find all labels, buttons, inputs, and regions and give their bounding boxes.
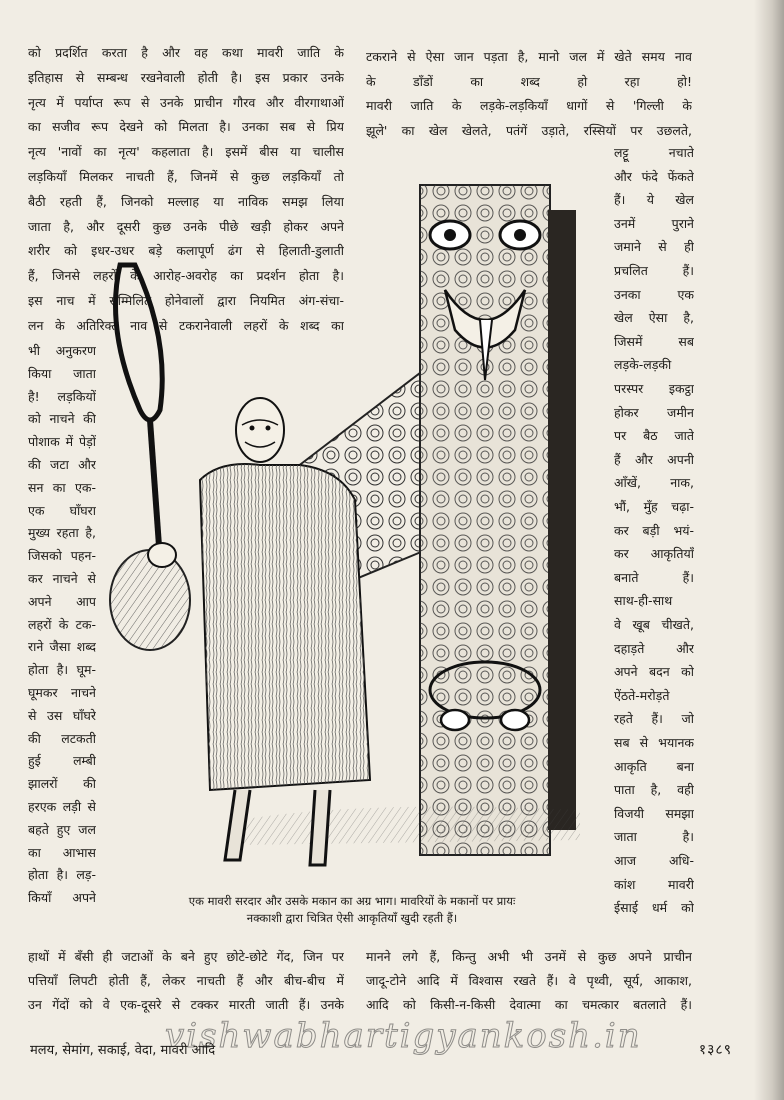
- text-line: परस्पर इकट्ठा: [614, 381, 694, 396]
- text-line: हुई लम्बी: [28, 753, 96, 769]
- caption-line: नक्काशी द्वारा चित्रित ऐसी आकृतियाँ खुदी रहती हैं।: [246, 911, 458, 925]
- basket: [110, 550, 190, 650]
- text-line: पोशाक में पेड़ों: [28, 434, 96, 450]
- book-binding-shadow: [754, 0, 784, 1100]
- text-line: दहाड़ते और: [614, 640, 694, 656]
- text-line: को नाचने की: [28, 411, 96, 427]
- maori-chief-illustration: [100, 180, 590, 890]
- text-line: एक घाँघरा: [28, 502, 96, 518]
- text-line: हाथों में बँसी ही जटाओं के बने हुए छोटे-छोटे गेंद, जिन पर: [28, 949, 344, 964]
- text-line: कर बड़ी भयं-: [614, 522, 694, 538]
- text-line: आज अधि-: [614, 853, 694, 868]
- text-line: कियाँ अपने: [28, 890, 96, 906]
- text-line: उनमें पुराने: [614, 215, 694, 231]
- text-line: से उस घाँघरे: [28, 707, 96, 723]
- text-line: बैठी रहती हैं, जिनको मल्लाह या नाविक समझ लिया: [28, 193, 344, 209]
- text-line: वे खूब चीखते,: [614, 617, 694, 632]
- text-line: नृत्य में पर्याप्त रूप से उनके प्राचीन गौरव और वीरगाथाओं: [28, 94, 344, 110]
- text-line: इस नाच में सम्मिलित होनेवालों द्वारा नियमित अंग-संचा-: [28, 293, 344, 308]
- text-line: किया जाता: [28, 365, 96, 381]
- page-number: १३८९: [698, 1042, 732, 1058]
- text-line: लन के अतिरिक्त नाव से टकरानेवाली लहरों के शब्द का: [28, 317, 344, 333]
- text-line: का सजीव रूप देखने को मिलता है। उनका सब से प्रिय: [28, 119, 344, 135]
- text-line: मावरी जाति के लड़के-लड़कियाँ धागों से 'गिल्ली के: [366, 98, 692, 113]
- text-line: झालरों की: [28, 776, 96, 792]
- text-line: पाता है, वही: [614, 782, 694, 798]
- text-line: प्रचलित हैं।: [614, 263, 694, 278]
- text-line: भी अनुकरण: [28, 343, 96, 358]
- text-line: बनाते हैं।: [614, 569, 694, 585]
- text-line: लट्टू नचाते: [614, 145, 694, 160]
- text-line: की लटकती: [28, 730, 96, 746]
- text-line: साथ-ही-साथ: [614, 593, 673, 609]
- text-line: कर नाचने से: [28, 571, 96, 586]
- watermark-text: vishwabhartigyankosh.in: [165, 1016, 642, 1056]
- text-line: होता है। घूम-: [28, 662, 96, 678]
- text-line: इतिहास से सम्बन्ध रखनेवाली होती है। इस प्रकार उनके: [28, 69, 344, 85]
- caption-line: एक मावरी सरदार और उसके मकान का अग्र भाग। मावरियों के मकानों पर प्रायः: [188, 894, 516, 908]
- text-line: हैं और अपनी: [614, 451, 694, 467]
- text-line: सन का एक-: [28, 479, 96, 495]
- figure-caption: [112, 893, 592, 927]
- text-line: जिसको पहन-: [28, 548, 96, 564]
- text-line: जादू-टोने आदि में विश्वास रखते हैं। वे पृथ्वी, सूर्य, आकाश,: [366, 973, 692, 988]
- text-line: हैं। ये खेल: [614, 192, 694, 208]
- footer-running-title: मलय, सेमांग, सकाई, वेदा, मावरी आदि: [30, 1043, 216, 1058]
- text-line: टकराने से ऐसा जान पड़ता है, मानो जल में खेते समय नाव: [366, 49, 692, 64]
- text-line: जाता है, और दूसरी कुछ उनके पीछे खड़ी होकर अपने: [28, 218, 344, 234]
- text-line: बहते हुए जल: [28, 821, 96, 837]
- text-line: खेल ऐसा है,: [614, 310, 694, 326]
- text-line: नृत्य 'नावों का नृत्य' कहलाता है। इसमें बीस या चालीस: [28, 144, 344, 160]
- text-line: की जटा और: [28, 457, 96, 472]
- text-line: सब से भयानक: [614, 735, 694, 750]
- text-line: कांश मावरी: [614, 876, 694, 892]
- text-line: उनका एक: [614, 286, 694, 302]
- text-line: मुख्य रहता है,: [28, 525, 96, 541]
- text-line: घूमकर नाचने: [28, 685, 96, 700]
- text-line: पत्तियाँ लिपटी होती हैं, लेकर नाचती हैं और बीच-बीच में: [28, 973, 344, 988]
- text-line: लड़के-लड़की: [614, 357, 672, 373]
- text-line: हैं, जिनसे लहरों के आरोह-अवरोह का प्रदर्शन होता है।: [28, 268, 344, 284]
- text-line: का आभास: [28, 844, 96, 860]
- dark-post: [548, 210, 576, 830]
- text-line: लहरों के टक-: [28, 616, 96, 632]
- text-line: ईसाई धर्म को: [614, 900, 694, 916]
- text-line: होकर जमीन: [614, 404, 694, 420]
- text-line: शरीर को इधर-उधर बड़े कलापूर्ण ढंग से हिलाती-डुलाती: [28, 243, 344, 259]
- text-line: होता है। लड़-: [28, 867, 96, 883]
- text-line: राने जैसा शब्द: [28, 639, 96, 655]
- text-line: रहते हैं। जो: [614, 711, 694, 727]
- text-line: हरएक लड़ी से: [28, 799, 96, 814]
- text-line: जमाने से ही: [614, 239, 694, 255]
- text-line: विजयी समझा: [614, 805, 694, 821]
- text-line: मानने लगे हैं, किन्तु अभी भी उनमें से कुछ अपने प्राचीन: [366, 949, 692, 964]
- text-line: ऐंठते-मरोड़ते: [614, 687, 670, 703]
- text-line: है! लड़कियों: [28, 388, 96, 404]
- text-line: भौं, मुँह चढ़ा-: [614, 499, 694, 514]
- text-line: और फंदे फेंकते: [614, 168, 694, 184]
- text-line: के डाँडों का शब्द हो रहा हो!: [366, 73, 692, 89]
- text-line: उन गेंदों को वे एक-दूसरे से टक्कर मारती जाती हैं। उनके: [28, 997, 344, 1012]
- text-line: आँखें, नाक,: [614, 475, 694, 491]
- text-line: लड़कियाँ मिलकर नाचती हैं, जिनमें से कुछ लड़कियाँ तो: [28, 169, 344, 184]
- club-weapon: [116, 265, 163, 560]
- text-line: आकृति बना: [614, 758, 694, 774]
- text-line: अपने आप: [28, 593, 96, 609]
- chief-head: [236, 398, 284, 462]
- text-line: को प्रदर्शित करता है और वह कथा मावरी जाति के: [28, 45, 344, 60]
- text-line: आदि को किसी-न-किसी देवात्मा का चमत्कार बतलाते हैं।: [366, 997, 692, 1012]
- text-line: पर बैठ जाते: [614, 428, 694, 444]
- text-line: जाता है।: [614, 829, 694, 845]
- text-line: अपने बदन को: [614, 664, 694, 680]
- text-line: जिसमें सब: [614, 333, 694, 349]
- text-line: कर आकृतियाँ: [614, 546, 694, 562]
- text-line: झूले' का खेल खेलते, पतंगें उड़ाते, रस्सियों पर उछलते,: [366, 122, 692, 138]
